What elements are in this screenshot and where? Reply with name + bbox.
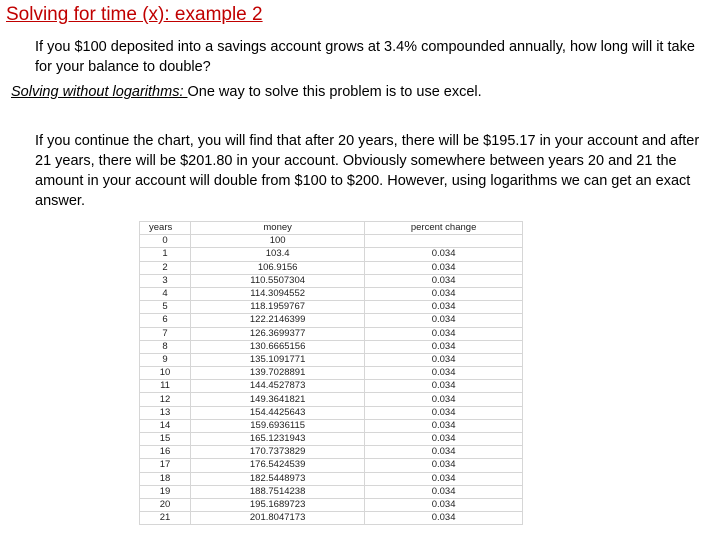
method-text: One way to solve this problem is to use excel. bbox=[187, 84, 482, 100]
cell-percent-change: 0.034 bbox=[365, 406, 523, 419]
cell-year: 21 bbox=[140, 512, 191, 525]
cell-money: 165.1231943 bbox=[191, 433, 365, 446]
cell-percent-change: 0.034 bbox=[365, 261, 523, 274]
cell-percent-change: 0.034 bbox=[365, 353, 523, 366]
cell-money: 100 bbox=[191, 235, 365, 248]
cell-money: 201.8047173 bbox=[191, 512, 365, 525]
table-row bbox=[140, 287, 523, 300]
table-row bbox=[140, 498, 523, 511]
cell-percent-change: 0.034 bbox=[365, 301, 523, 314]
table-row bbox=[140, 512, 523, 525]
cell-money: 154.4425643 bbox=[191, 406, 365, 419]
table-row bbox=[140, 446, 523, 459]
cell-year: 5 bbox=[140, 301, 191, 314]
table-row bbox=[140, 301, 523, 314]
cell-year: 2 bbox=[140, 261, 191, 274]
method-label: Solving without logarithms: bbox=[11, 84, 188, 100]
cell-year: 19 bbox=[140, 485, 191, 498]
header-years: years bbox=[140, 222, 191, 235]
cell-money: 126.3699377 bbox=[191, 327, 365, 340]
cell-year: 15 bbox=[140, 433, 191, 446]
cell-percent-change: 0.034 bbox=[365, 485, 523, 498]
cell-percent-change: 0.034 bbox=[365, 512, 523, 525]
cell-year: 13 bbox=[140, 406, 191, 419]
table-row bbox=[140, 235, 523, 248]
cell-money: 182.5448973 bbox=[191, 472, 365, 485]
cell-money: 188.7514238 bbox=[191, 485, 365, 498]
cell-money: 149.3641821 bbox=[191, 393, 365, 406]
explanation-paragraph: If you continue the chart, you will find that after 20 years, there will be $195.17 in your account and after 21 years, there will be $201.80 in your account. Obviously somewhere between years 20 and 21 the amount in your account will double from $100 to $200. However, using logarithms we can get an exact answer. bbox=[35, 133, 700, 209]
cell-year: 3 bbox=[140, 274, 191, 287]
cell-money: 195.1689723 bbox=[191, 498, 365, 511]
table-row bbox=[140, 353, 523, 366]
table-row bbox=[140, 472, 523, 485]
cell-year: 7 bbox=[140, 327, 191, 340]
table-row bbox=[140, 367, 523, 380]
cell-year: 14 bbox=[140, 419, 191, 432]
cell-percent-change: 0.034 bbox=[365, 274, 523, 287]
cell-year: 16 bbox=[140, 446, 191, 459]
cell-money: 130.6665156 bbox=[191, 340, 365, 353]
table-row bbox=[140, 419, 523, 432]
cell-percent-change: 0.034 bbox=[365, 340, 523, 353]
cell-year: 10 bbox=[140, 367, 191, 380]
cell-year: 4 bbox=[140, 287, 191, 300]
cell-money: 170.7373829 bbox=[191, 446, 365, 459]
cell-percent-change: 0.034 bbox=[365, 459, 523, 472]
cell-percent-change: 0.034 bbox=[365, 248, 523, 261]
cell-money: 110.5507304 bbox=[191, 274, 365, 287]
table-row bbox=[140, 433, 523, 446]
cell-percent-change: 0.034 bbox=[365, 287, 523, 300]
cell-percent-change: 0.034 bbox=[365, 380, 523, 393]
cell-year: 20 bbox=[140, 498, 191, 511]
table-row bbox=[140, 459, 523, 472]
table-row bbox=[140, 380, 523, 393]
table-row bbox=[140, 261, 523, 274]
cell-money: 106.9156 bbox=[191, 261, 365, 274]
header-percent-change: percent change bbox=[365, 222, 523, 235]
table-row bbox=[140, 274, 523, 287]
cell-percent-change: 0.034 bbox=[365, 393, 523, 406]
cell-percent-change: 0.034 bbox=[365, 327, 523, 340]
cell-year: 1 bbox=[140, 248, 191, 261]
table-row bbox=[140, 327, 523, 340]
table-row bbox=[140, 393, 523, 406]
table-row bbox=[140, 314, 523, 327]
cell-percent-change: 0.034 bbox=[365, 472, 523, 485]
problem-statement: If you $100 deposited into a savings account grows at 3.4% compounded annually, how long will it take for your balance to double? bbox=[35, 39, 695, 75]
cell-percent-change: 0.034 bbox=[365, 446, 523, 459]
cell-year: 12 bbox=[140, 393, 191, 406]
cell-year: 18 bbox=[140, 472, 191, 485]
cell-money: 114.3094552 bbox=[191, 287, 365, 300]
cell-year: 8 bbox=[140, 340, 191, 353]
cell-percent-change bbox=[365, 235, 523, 248]
cell-money: 176.5424539 bbox=[191, 459, 365, 472]
cell-year: 11 bbox=[140, 380, 191, 393]
cell-year: 6 bbox=[140, 314, 191, 327]
method-line bbox=[11, 82, 711, 102]
cell-percent-change: 0.034 bbox=[365, 367, 523, 380]
cell-money: 135.1091771 bbox=[191, 353, 365, 366]
cell-percent-change: 0.034 bbox=[365, 314, 523, 327]
page-title: Solving for time (x): example 2 bbox=[6, 4, 263, 25]
cell-year: 0 bbox=[140, 235, 191, 248]
excel-table bbox=[139, 221, 523, 525]
table-row bbox=[140, 406, 523, 419]
table-row bbox=[140, 340, 523, 353]
cell-money: 139.7028891 bbox=[191, 367, 365, 380]
header-money: money bbox=[191, 222, 365, 235]
cell-money: 122.2146399 bbox=[191, 314, 365, 327]
cell-money: 144.4527873 bbox=[191, 380, 365, 393]
cell-year: 9 bbox=[140, 353, 191, 366]
table-header-row bbox=[140, 222, 523, 235]
cell-money: 103.4 bbox=[191, 248, 365, 261]
cell-year: 17 bbox=[140, 459, 191, 472]
table-row bbox=[140, 485, 523, 498]
cell-money: 159.6936115 bbox=[191, 419, 365, 432]
cell-percent-change: 0.034 bbox=[365, 419, 523, 432]
table-row bbox=[140, 248, 523, 261]
cell-percent-change: 0.034 bbox=[365, 498, 523, 511]
cell-percent-change: 0.034 bbox=[365, 433, 523, 446]
cell-money: 118.1959767 bbox=[191, 301, 365, 314]
